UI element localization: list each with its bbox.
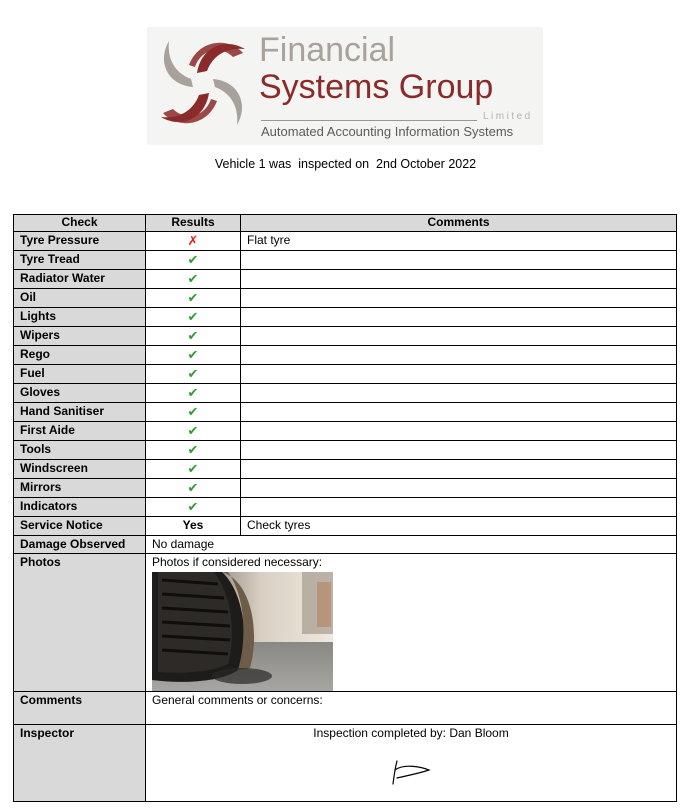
- check-label: Windscreen: [14, 460, 146, 479]
- check-mark-icon: ✔: [187, 271, 199, 286]
- check-mark-icon: ✔: [187, 442, 199, 457]
- result-cell: [146, 251, 241, 270]
- table-row-service-notice: [14, 517, 677, 536]
- table-row: [14, 498, 677, 517]
- table-row-inspector: [14, 725, 677, 802]
- result-cell: [146, 384, 241, 403]
- comment-cell: [241, 346, 677, 365]
- check-label: Damage Observed: [14, 535, 146, 554]
- comment-cell: [241, 441, 677, 460]
- comment-cell: [241, 270, 677, 289]
- check-mark-icon: ✔: [187, 385, 199, 400]
- result-cell: [146, 232, 241, 251]
- check-mark-icon: ✔: [187, 252, 199, 267]
- check-mark-icon: ✔: [187, 290, 199, 305]
- table-row: [14, 403, 677, 422]
- check-label: Service Notice: [14, 517, 146, 536]
- result-cell: [146, 460, 241, 479]
- header-comments: Comments: [241, 215, 677, 232]
- comment-cell: Flat tyre: [241, 232, 677, 251]
- check-mark-icon: ✔: [187, 480, 199, 495]
- check-label: Radiator Water: [14, 270, 146, 289]
- logo-tagline: Automated Accounting Information Systems: [261, 124, 514, 139]
- result-cell: [146, 441, 241, 460]
- comment-cell: Check tyres: [241, 517, 677, 536]
- check-mark-icon: ✔: [187, 404, 199, 419]
- comment-cell: [241, 289, 677, 308]
- comment-cell: [241, 365, 677, 384]
- header-check: Check: [14, 215, 146, 232]
- check-label: Gloves: [14, 384, 146, 403]
- logo-text-systems-group: Systems Group: [259, 68, 494, 106]
- result-cell: [146, 270, 241, 289]
- comment-cell: [241, 479, 677, 498]
- table-header-row: [14, 215, 677, 232]
- table-row: [14, 327, 677, 346]
- table-row: [14, 289, 677, 308]
- check-label: Indicators: [14, 498, 146, 517]
- table-row: [14, 346, 677, 365]
- check-mark-icon: ✔: [187, 461, 199, 476]
- inspector-value: Inspection completed by: Dan Bloom: [313, 726, 509, 741]
- table-row: [14, 308, 677, 327]
- table-row: [14, 384, 677, 403]
- check-mark-icon: ✔: [187, 423, 199, 438]
- table-row: [14, 251, 677, 270]
- damage-value: No damage: [146, 535, 677, 554]
- result-cell: [146, 422, 241, 441]
- table-row-comments: [14, 692, 677, 725]
- header-results: Results: [146, 215, 241, 232]
- company-logo: [147, 27, 543, 145]
- inspector-cell: [146, 725, 677, 802]
- table-row: [14, 460, 677, 479]
- comment-cell: [241, 403, 677, 422]
- comment-cell: [241, 422, 677, 441]
- check-label: Tools: [14, 441, 146, 460]
- photos-cell: [146, 554, 677, 692]
- check-label: Lights: [14, 308, 146, 327]
- table-row: [14, 232, 677, 251]
- table-row: [14, 422, 677, 441]
- cross-mark-icon: ✗: [187, 233, 199, 248]
- comment-cell: [241, 498, 677, 517]
- check-mark-icon: ✔: [187, 347, 199, 362]
- table-row-photos: [14, 554, 677, 692]
- check-label: Photos: [14, 554, 146, 692]
- table-row: [14, 441, 677, 460]
- comment-cell: [241, 460, 677, 479]
- table-row: [14, 270, 677, 289]
- result-cell: [146, 289, 241, 308]
- comment-cell: [241, 308, 677, 327]
- check-label: Oil: [14, 289, 146, 308]
- check-label: Tyre Tread: [14, 251, 146, 270]
- comment-cell: [241, 384, 677, 403]
- photos-caption: Photos if considered necessary:: [152, 555, 323, 570]
- tyre-photo-image: [152, 572, 333, 691]
- check-mark-icon: ✔: [187, 366, 199, 381]
- result-cell: [146, 327, 241, 346]
- check-mark-icon: ✔: [187, 328, 199, 343]
- check-label: Wipers: [14, 327, 146, 346]
- result-cell: [146, 308, 241, 327]
- check-label: Rego: [14, 346, 146, 365]
- check-label: Tyre Pressure: [14, 232, 146, 251]
- signature-image: [389, 758, 433, 786]
- table-row: [14, 479, 677, 498]
- table-row-damage: [14, 535, 677, 554]
- result-cell: [146, 498, 241, 517]
- logo-text-financial: Financial: [259, 31, 396, 69]
- result-cell: [146, 365, 241, 384]
- comment-cell: [241, 251, 677, 270]
- logo-swirl-icon: [151, 31, 255, 135]
- check-label: Inspector: [14, 725, 146, 802]
- inspection-table: [13, 214, 677, 802]
- check-label: Fuel: [14, 365, 146, 384]
- result-cell: [146, 346, 241, 365]
- table-row: [14, 365, 677, 384]
- comments-value: General comments or concerns:: [146, 692, 677, 725]
- result-cell: [146, 403, 241, 422]
- comment-cell: [241, 327, 677, 346]
- check-mark-icon: ✔: [187, 309, 199, 324]
- check-label: Hand Sanitiser: [14, 403, 146, 422]
- result-cell: [146, 479, 241, 498]
- logo-divider: [261, 120, 477, 121]
- logo-text-limited: Limited: [483, 111, 533, 122]
- inspection-date-line: Vehicle 1 was inspected on 2nd October 2022: [214, 157, 477, 171]
- check-label: Comments: [14, 692, 146, 725]
- check-label: First Aide: [14, 422, 146, 441]
- check-label: Mirrors: [14, 479, 146, 498]
- result-value: Yes: [146, 517, 241, 536]
- check-mark-icon: ✔: [187, 499, 199, 514]
